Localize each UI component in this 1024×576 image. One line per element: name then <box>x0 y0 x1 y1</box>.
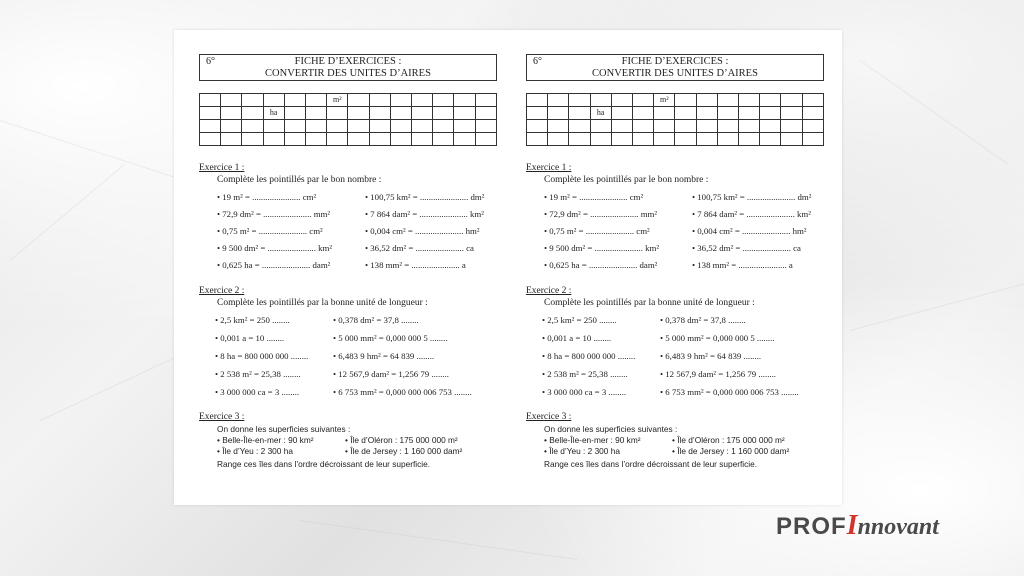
exercise-instruction: Complète les pointillés par la bonne unité de longueur : <box>217 298 428 308</box>
exercise-3 <box>199 412 497 470</box>
worksheet-title: FICHE D’EXERCICES : <box>621 56 729 67</box>
island-row <box>526 446 824 457</box>
exercise-item: • 0,378 dm² = 37,8 ........ <box>660 315 746 325</box>
exercise-item: • 72,9 dm² = ...................... mm² <box>544 209 658 219</box>
exercise-item: • 3 000 000 ca = 3 ........ <box>215 387 300 397</box>
exercise-item: • 2 538 m² = 25,38 ........ <box>215 369 301 379</box>
exercise-item: • 100,75 km² = ...................... dm² <box>692 192 812 202</box>
worksheet-copy-left <box>199 54 497 470</box>
exercise-item: • 0,001 a = 10 ........ <box>542 333 612 343</box>
exercise-item: • 0,75 m² = ...................... cm² <box>544 226 650 236</box>
exercise-item: • 12 567,9 dam² = 1,256 79 ........ <box>333 369 449 379</box>
exercise-item: • 9 500 dm² = ...................... km² <box>544 243 659 253</box>
exercise-item: • 8 ha = 800 000 000 ........ <box>215 351 309 361</box>
island-item: • Belle-Île-en-mer : 90 km² <box>544 435 641 445</box>
exercise-instruction: On donne les superficies suivantes : <box>217 424 351 434</box>
exercise-item: • 7 864 dam² = ...................... km² <box>692 209 811 219</box>
exercise-item: • 0,378 dm² = 37,8 ........ <box>333 315 419 325</box>
exercise-instruction: Complète les pointillés par le bon nombre : <box>217 175 382 185</box>
island-row <box>526 435 824 446</box>
exercise-item: • 6 753 mm² = 0,000 000 006 753 ........ <box>333 387 472 397</box>
logo-prof-text: PROF <box>776 513 847 540</box>
exercise-instruction: Complète les pointillés par la bonne unité de longueur : <box>544 298 755 308</box>
unit-ha: ha <box>590 107 611 120</box>
exercise-item: • 9 500 dm² = ...................... km² <box>217 243 332 253</box>
exercise-item: • 0,001 a = 10 ........ <box>215 333 285 343</box>
exercise-item: • 2,5 km² = 250 ........ <box>215 315 290 325</box>
worksheet-header <box>526 54 824 81</box>
exercise-2 <box>526 286 824 398</box>
exercise-item: • 19 m² = ...................... cm² <box>544 192 644 202</box>
exercise-item: • 138 mm² = ...................... a <box>692 260 793 270</box>
worksheet-title: FICHE D’EXERCICES : <box>294 56 402 67</box>
exercise-item: • 36,52 dm² = ...................... ca <box>692 243 801 253</box>
unit-conversion-table <box>199 93 497 146</box>
exercise-item: • 100,75 km² = ...................... dm² <box>365 192 485 202</box>
grade-label: 6° <box>206 56 215 67</box>
unit-m2: m² <box>654 94 675 107</box>
exercise-item: • 6,483 9 hm² = 64 839 ........ <box>660 351 762 361</box>
exercise-item: • 0,75 m² = ...................... cm² <box>217 226 323 236</box>
unit-ha: ha <box>263 107 284 120</box>
island-item: • Île d’Oléron : 175 000 000 m² <box>345 435 458 445</box>
worksheet-subtitle: CONVERTIR DES UNITES D’AIRES <box>592 68 758 79</box>
island-row <box>199 435 497 446</box>
exercise-1 <box>526 163 824 271</box>
exercise-question: Range ces îles dans l’ordre décroissant de leur superficie. <box>217 459 431 469</box>
island-item: • Île d’Oléron : 175 000 000 m² <box>672 435 785 445</box>
exercise-instruction: On donne les superficies suivantes : <box>544 424 678 434</box>
worksheet-subtitle: CONVERTIR DES UNITES D’AIRES <box>265 68 431 79</box>
exercise-item: • 19 m² = ...................... cm² <box>217 192 317 202</box>
exercise-items <box>526 315 824 398</box>
exercise-title: Exercice 2 : <box>199 286 245 296</box>
logo-i-letter: I <box>846 510 858 541</box>
exercise-item: • 0,004 cm² = ...................... hm² <box>692 226 807 236</box>
island-item: • Belle-Île-en-mer : 90 km² <box>217 435 314 445</box>
exercise-item: • 7 864 dam² = ...................... km² <box>365 209 484 219</box>
exercise-item: • 5 000 mm² = 0,000 000 5 ........ <box>660 333 775 343</box>
exercise-item: • 0,625 ha = ...................... dam² <box>217 260 331 270</box>
exercise-item: • 36,52 dm² = ...................... ca <box>365 243 474 253</box>
exercise-title: Exercice 2 : <box>526 286 572 296</box>
exercise-title: Exercice 3 : <box>526 412 572 422</box>
exercise-item: • 0,625 ha = ...................... dam² <box>544 260 658 270</box>
exercise-title: Exercice 1 : <box>526 163 572 173</box>
exercise-item: • 138 mm² = ...................... a <box>365 260 466 270</box>
exercise-title: Exercice 1 : <box>199 163 245 173</box>
exercise-items <box>199 315 497 398</box>
island-row <box>199 446 497 457</box>
exercise-item: • 3 000 000 ca = 3 ........ <box>542 387 627 397</box>
exercise-instruction: Complète les pointillés par le bon nombre : <box>544 175 709 185</box>
island-item: • Île de Jersey : 1 160 000 dam² <box>345 446 463 456</box>
logo-rest-text: nnovant <box>857 514 939 540</box>
worksheet-header <box>199 54 497 81</box>
unit-m2: m² <box>327 94 348 107</box>
exercise-item: • 5 000 mm² = 0,000 000 5 ........ <box>333 333 448 343</box>
grade-label: 6° <box>533 56 542 67</box>
exercise-item: • 6 753 mm² = 0,000 000 006 753 ........ <box>660 387 799 397</box>
unit-conversion-table <box>526 93 824 146</box>
exercise-title: Exercice 3 : <box>199 412 245 422</box>
exercise-question: Range ces îles dans l’ordre décroissant de leur superficie. <box>544 459 758 469</box>
exercise-item: • 72,9 dm² = ...................... mm² <box>217 209 331 219</box>
island-item: • Île de Jersey : 1 160 000 dam² <box>672 446 790 456</box>
exercise-item: • 0,004 cm² = ...................... hm² <box>365 226 480 236</box>
exercise-3 <box>526 412 824 470</box>
exercise-item: • 6,483 9 hm² = 64 839 ........ <box>333 351 435 361</box>
exercise-item: • 12 567,9 dam² = 1,256 79 ........ <box>660 369 776 379</box>
exercise-2 <box>199 286 497 398</box>
exercise-items <box>526 192 824 271</box>
exercise-items <box>199 192 497 271</box>
island-item: • Île d’Yeu : 2 300 ha <box>544 446 620 456</box>
island-item: • Île d’Yeu : 2 300 ha <box>217 446 293 456</box>
profinnovant-logo[interactable] <box>776 510 939 546</box>
exercise-item: • 2 538 m² = 25,38 ........ <box>542 369 628 379</box>
worksheet-copy-right <box>526 54 824 470</box>
exercise-item: • 8 ha = 800 000 000 ........ <box>542 351 636 361</box>
exercise-1 <box>199 163 497 271</box>
exercise-item: • 2,5 km² = 250 ........ <box>542 315 617 325</box>
worksheet-page <box>174 30 842 505</box>
